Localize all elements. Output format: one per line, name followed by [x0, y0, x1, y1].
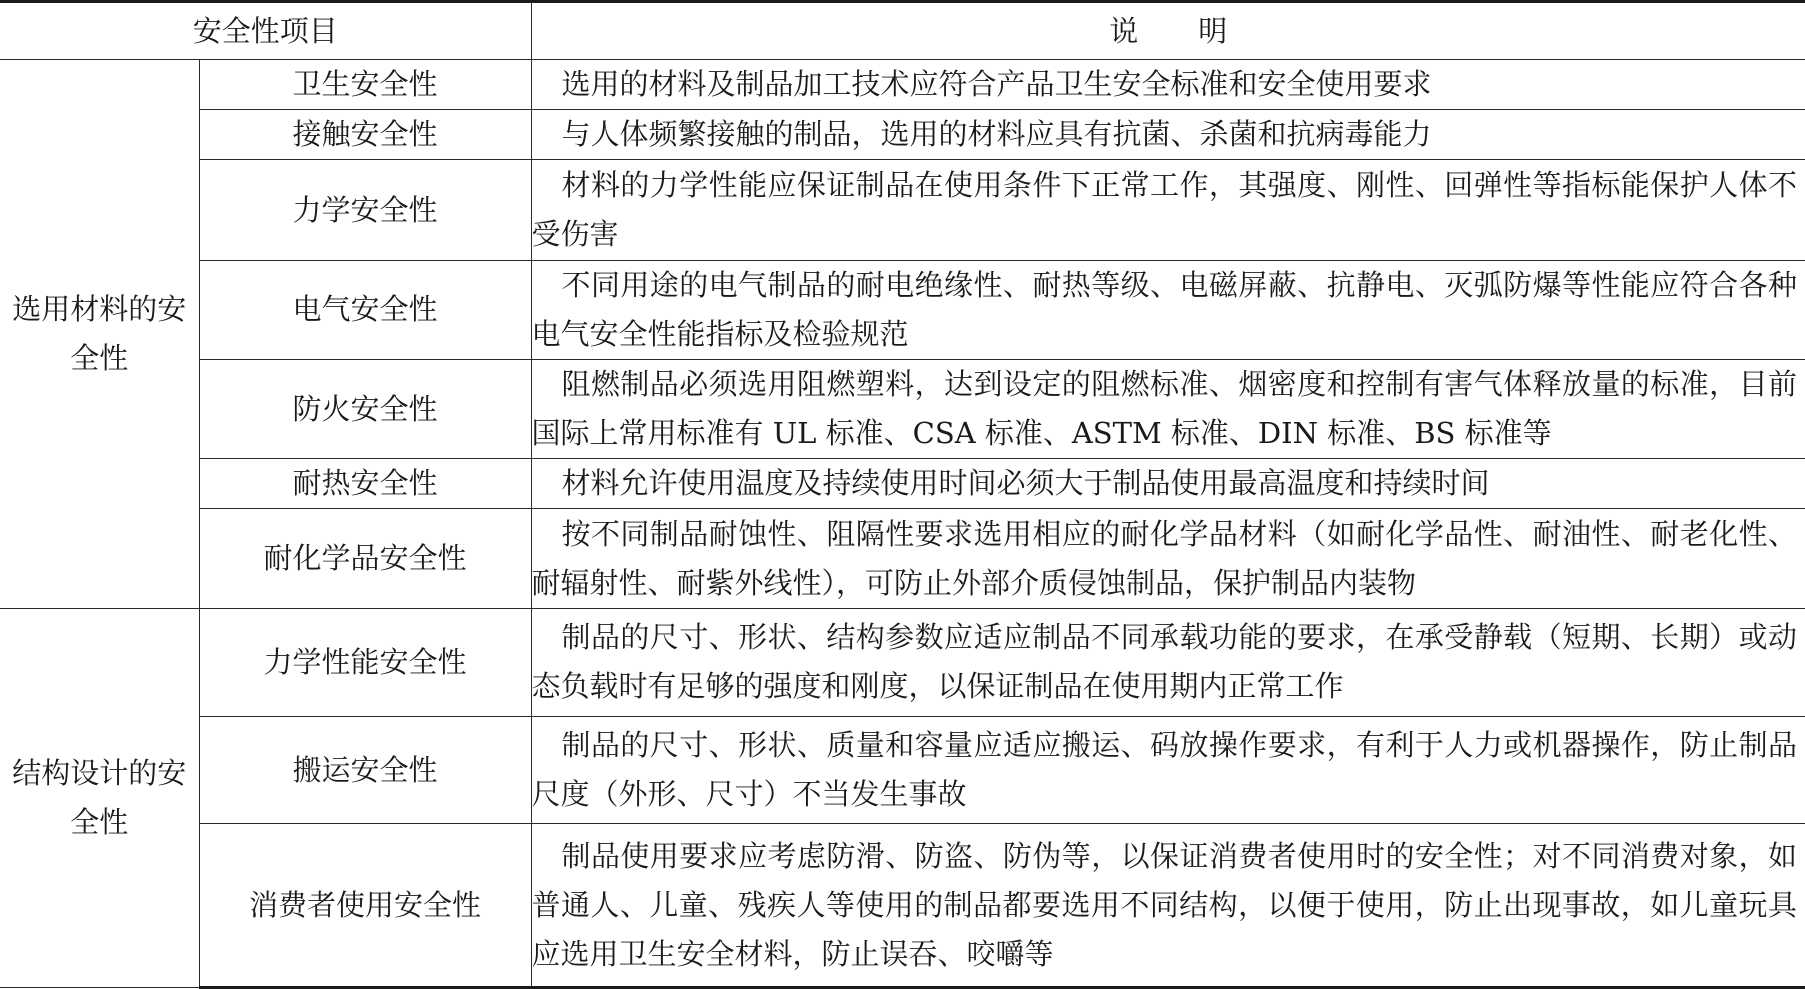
description-cell: [531, 160, 1805, 260]
group-label: 选用材料的安全性: [0, 60, 199, 609]
group-label: 结构设计的安全性: [0, 608, 199, 987]
item-cell: 力学安全性: [199, 160, 531, 260]
description-cell: [531, 260, 1805, 359]
description-cell: [531, 60, 1805, 110]
header-description: [531, 2, 1805, 60]
item-cell: 防火安全性: [199, 360, 531, 459]
item-cell: 电气安全性: [199, 260, 531, 359]
table-row: [0, 260, 1805, 359]
description-text: 制品的尺寸、形状、结构参数应适应制品不同承载功能的要求，在承受静载（短期、长期）或动态负载时有足够的强度和刚度，以保证制品在使用期内正常工作: [531, 620, 1798, 704]
table-row: [0, 717, 1805, 824]
item-cell: 耐热安全性: [199, 459, 531, 509]
table-row: [0, 509, 1805, 608]
table-row: [0, 110, 1805, 160]
table-row: [0, 360, 1805, 459]
description-cell: [531, 360, 1805, 459]
description-text: 按不同制品耐蚀性、阻隔性要求选用相应的耐化学品材料（如耐化学品性、耐油性、耐老化性、耐辐射性、耐紫外线性），可防止外部介质侵蚀制品，保护制品内装物: [531, 516, 1798, 600]
description-text: 材料的力学性能应保证制品在使用条件下正常工作，其强度、刚性、回弹性等指标能保护人体不受伤害: [531, 168, 1798, 252]
item-cell: 力学性能安全性: [199, 608, 531, 716]
description-cell: [531, 509, 1805, 608]
description-cell: [531, 459, 1805, 509]
description-text: 阻燃制品必须选用阻燃塑料，达到设定的阻燃标准、烟密度和控制有害气体释放量的标准，目前国际上常用标准有 UL 标准、CSA 标准、ASTM 标准、DIN 标准、BS 标准等: [531, 367, 1798, 451]
header-description-text: 说明: [1109, 13, 1288, 48]
item-cell: 卫生安全性: [199, 60, 531, 110]
table-row: [0, 459, 1805, 509]
description-text: 与人体频繁接触的制品，选用的材料应具有抗菌、杀菌和抗病毒能力: [561, 117, 1432, 152]
item-cell: 耐化学品安全性: [199, 509, 531, 608]
table-row: [0, 608, 1805, 716]
description-cell: [531, 717, 1805, 824]
item-cell: 消费者使用安全性: [199, 824, 531, 988]
item-cell: 接触安全性: [199, 110, 531, 160]
description-cell: [531, 608, 1805, 716]
description-text: 材料允许使用温度及持续使用时间必须大于制品使用最高温度和持续时间: [561, 466, 1490, 501]
table-row: [0, 60, 1805, 110]
description-text: 制品使用要求应考虑防滑、防盗、防伪等，以保证消费者使用时的安全性；对不同消费对象，如普通人、儿童、残疾人等使用的制品都要选用不同结构，以便于使用，防止出现事故，如儿童玩具应选用卫生安全材料，防止误吞、咬嚼等: [531, 838, 1798, 971]
description-text: 不同用途的电气制品的耐电绝缘性、耐热等级、电磁屏蔽、抗静电、灭弧防爆等性能应符合各种电气安全性能指标及检验规范: [531, 267, 1798, 351]
header-row: [0, 2, 1805, 60]
header-item: 安全性项目: [0, 2, 531, 60]
table-row: [0, 160, 1805, 260]
table-row: [0, 824, 1805, 988]
description-cell: [531, 110, 1805, 160]
description-text: 制品的尺寸、形状、质量和容量应适应搬运、码放操作要求，有利于人力或机器操作，防止制品尺度（外形、尺寸）不当发生事故: [531, 728, 1798, 812]
description-cell: [531, 824, 1805, 988]
item-cell: 搬运安全性: [199, 717, 531, 824]
description-text: 选用的材料及制品加工技术应符合产品卫生安全标准和安全使用要求: [561, 67, 1432, 102]
